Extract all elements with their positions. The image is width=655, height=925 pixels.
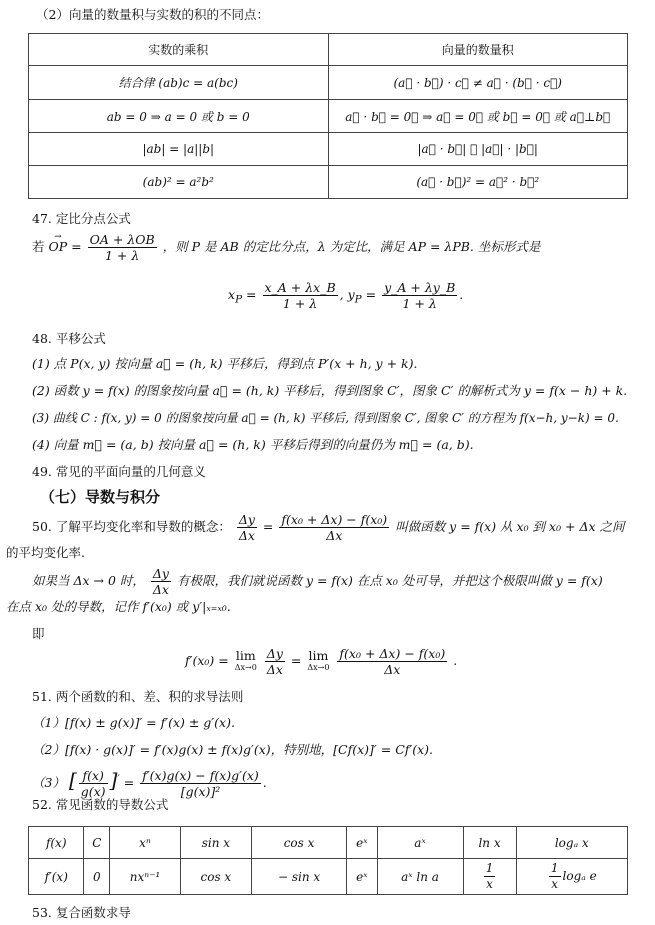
derivative-formula: f′(x₀) = lim Δx→0 $\frac{\Delta y}{\Delta x}$ = lim Δx→0 $\frac{\text{f(x₀ + Δx) − f(x₀)}}{\Delta x}$ . [185,646,458,677]
table-cell: nxⁿ⁻¹ [110,859,181,895]
item-48-line: (2) 函数 y = f(x) 的图象按向量 a⃗ = (h, k) 平移后，得到图象 C′，图象 C′ 的解析式为 y = f(x − h) + k. [32,383,628,398]
table-cell: sin x [180,827,251,859]
table-cell: ln x [463,827,516,859]
item-48-line: (4) 向量 m⃗ = (a, b) 按向量 a⃗ = (h, k) 平移后得到的向量仍为 m⃗ = (a, b). [32,437,474,452]
table-header: 实数的乘积 [29,34,329,66]
chapter-title: （七）导数与积分 [40,488,161,506]
section-heading: （2）向量的数量积与实数的积的不同点： [36,7,269,22]
table-cell: $\frac{1}{x}$ [463,859,516,895]
table-cell: − sin x [251,859,346,895]
table-cell: cos x [180,859,251,895]
table-cell: |a⃗ · b⃗| ⩽ |a⃗| · |b⃗| [328,133,628,166]
vector-op: → OP [49,232,68,262]
item-47-title: 47. 定比分点公式 [32,211,131,226]
table-cell: ab = 0 ⇒ a = 0 或 b = 0 [29,100,329,133]
table-cell: xⁿ [110,827,181,859]
table-cell: logₐ x [516,827,627,859]
table-cell: (a⃗ · b⃗) · c⃗ ≠ a⃗ · (b⃗ · c⃗) [328,66,628,100]
item-53-title: 53. 复合函数求导 [32,905,131,920]
item-52-title: 52. 常见函数的导数公式 [32,797,169,812]
item-48-title: 48. 平移公式 [32,331,106,346]
item-50-line1: 50. 了解平均变化率和导数的概念： $\frac{\Delta y}{\Delta x}$ = $\frac{\text{f(x₀ + Δx) − f(x₀)}}{\Delta x}$ 叫做函数 y = f(x) 从 x₀ 到 x₀ + Δx 之间 [32,512,625,543]
table-cell: f(x) [29,827,84,859]
derivative-table [28,826,628,895]
table-cell: cos x [251,827,346,859]
item-48-line: (3) 曲线 C : f(x, y) = 0 的图象按向量 a⃗ = (h, k) 平移后, 得到图象 C′, 图象 C′ 的方程为 f(x−h, y−k) = 0. [32,411,619,425]
item-50-line5: 即 [32,626,45,641]
item-50-line4: 在点 x₀ 处的导数，记作 f′(x₀) 或 y′|ₓ₌ₓ₀. [6,599,231,614]
table-cell: eˣ [347,827,377,859]
table-cell: aˣ [377,827,463,859]
item-51-title: 51. 两个函数的和、差、积的求导法则 [32,689,244,704]
table-cell: |ab| = |a||b| [29,133,329,166]
table-cell: f′(x) [29,859,84,895]
comparison-table [28,33,628,199]
section-formula: $x_P$ = $\frac{x\_A + \lambda x\_B}{1 + \lambda}$ , $y_P$ = $\frac{y\_A + \lambda y\_B}{1 + \lambda}$ . [228,280,464,311]
table-cell: aˣ ln a [377,859,463,895]
item-51-rule: （2）[f(x) · g(x)]′ = f′(x)g(x) ± f(x)g′(x)，特别地，[Cf(x)]′ = Cf′(x). [32,742,433,757]
item-51-rule: （1）[f(x) ± g(x)]′ = f′(x) ± g′(x). [32,715,235,730]
item-50-line3: 如果当 Δx → 0 时， $\frac{\Delta y}{\Delta x}$ 有极限，我们就说函数 y = f(x) 在点 x₀ 处可导，并把这个极限叫做 y = f(x) [32,566,603,597]
table-cell: (ab)² = a²b² [29,166,329,199]
item-50-line2: 的平均变化率. [6,545,85,560]
item-47-definition: 若 → OP = $\frac{\text{OA + λOB}}{1 + \lambda}$ ，则 P 是 AB 的定比分点，λ 为定比，满足 AP = λPB. 坐标形式是 [32,232,540,263]
table-cell: a⃗ · b⃗ = 0⃗ ⇒ a⃗ = 0⃗ 或 b⃗ = 0⃗ 或 a⃗⊥b⃗ [328,100,628,133]
table-header: 向量的数量积 [328,34,628,66]
table-cell: $\frac{1}{x}$ logₐ e [516,859,627,895]
table-cell: C [84,827,110,859]
ratio-fraction: $\frac{\text{OA + λOB}}{1 + \lambda}$ [89,232,155,263]
table-cell: (a⃗ · b⃗)² = a⃗² · b⃗² [328,166,628,199]
item-48-line: (1) 点 P(x, y) 按向量 a⃗ = (h, k) 平移后，得到点 P′(x + h, y + k). [32,356,418,371]
item-51-rule: （3） [ $\frac{f(x)}{g(x)}$ ]′ = $\frac{f'(x)g(x) - f(x)g'(x)}{\text{[g(x)]²}}$ . [32,768,267,800]
table-cell: 结合律 (ab)c = a(bc) [29,66,329,100]
item-49-title: 49. 常见的平面向量的几何意义 [32,464,206,479]
table-cell: eˣ [347,859,377,895]
table-cell: 0 [84,859,110,895]
